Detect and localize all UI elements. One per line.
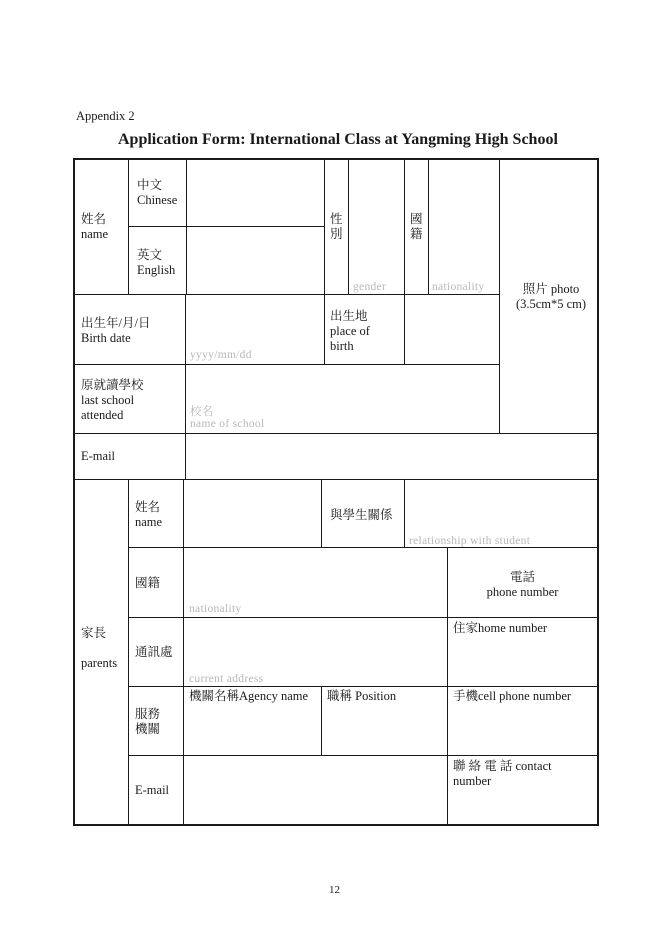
divider — [447, 547, 448, 824]
divider — [183, 479, 184, 824]
divider — [128, 159, 129, 294]
gender-label: 性 別 — [330, 212, 343, 241]
nationality-hint: nationality — [432, 281, 485, 293]
divider — [186, 159, 187, 294]
form-border-left — [73, 158, 75, 826]
birthdate-hint: yyyy/mm/dd — [190, 349, 252, 361]
divider — [321, 686, 322, 755]
parent-nationality-hint: nationality — [189, 603, 242, 615]
divider — [321, 479, 322, 547]
form-border-right — [597, 158, 599, 826]
address-hint: current address — [189, 673, 264, 685]
appendix-label: Appendix 2 — [76, 109, 135, 123]
contact-number-label: 聯 絡 電 話 contact number — [453, 759, 552, 788]
divider — [428, 159, 429, 294]
student-name-label: 姓名 name — [81, 212, 109, 241]
phone-label: 電話 phone number — [486, 570, 559, 599]
cell-phone-label: 手機cell phone number — [453, 689, 572, 703]
divider — [128, 686, 597, 687]
chinese-name-label: 中文 Chinese — [137, 178, 178, 207]
parent-nationality-label: 國籍 — [135, 576, 161, 590]
agency-label: 服務 機關 — [135, 707, 161, 736]
divider — [74, 364, 499, 365]
birthplace-label: 出生地 place of birth — [330, 309, 370, 353]
divider — [128, 547, 597, 548]
form-title: Application Form: International Class at Yangming High School — [118, 131, 558, 148]
gender-hint: gender — [353, 281, 387, 293]
parent-name-label: 姓名 name — [135, 500, 163, 529]
divider — [128, 479, 129, 824]
page-number: 12 — [329, 884, 340, 896]
school-hint-cn: 校名 — [190, 406, 214, 418]
position-label: 職稱 Position — [327, 689, 397, 703]
divider — [128, 755, 597, 756]
divider — [348, 159, 349, 294]
photo-label: 照片 photo (3.5cm*5 cm) — [515, 282, 587, 311]
english-name-label: 英文 English — [137, 248, 176, 277]
address-label: 通訊處 — [135, 645, 173, 659]
parents-section-label: 家長 parents — [81, 626, 118, 670]
divider — [324, 159, 325, 364]
divider — [74, 433, 597, 434]
parent-email-label: E-mail — [135, 783, 170, 797]
divider — [404, 479, 405, 547]
agency-name-label: 機關名稱Agency name — [189, 689, 309, 703]
form-border-bottom — [73, 824, 599, 826]
home-number-label: 住家home number — [453, 621, 548, 635]
school-label: 原就讀學校 last school attended — [81, 378, 144, 422]
divider — [404, 159, 405, 364]
divider — [128, 226, 324, 227]
nationality-label: 國 籍 — [410, 212, 423, 241]
relationship-label: 與學生關係 — [330, 508, 393, 522]
student-email-label: E-mail — [81, 449, 116, 463]
divider — [185, 294, 186, 479]
birthdate-label: 出生年/月/日 Birth date — [81, 316, 151, 345]
school-hint: name of school — [190, 418, 265, 430]
divider — [74, 479, 597, 480]
divider — [499, 159, 500, 433]
divider — [128, 617, 597, 618]
divider — [74, 294, 499, 295]
relationship-hint: relationship with student — [409, 535, 531, 547]
form-border-top — [73, 158, 599, 160]
